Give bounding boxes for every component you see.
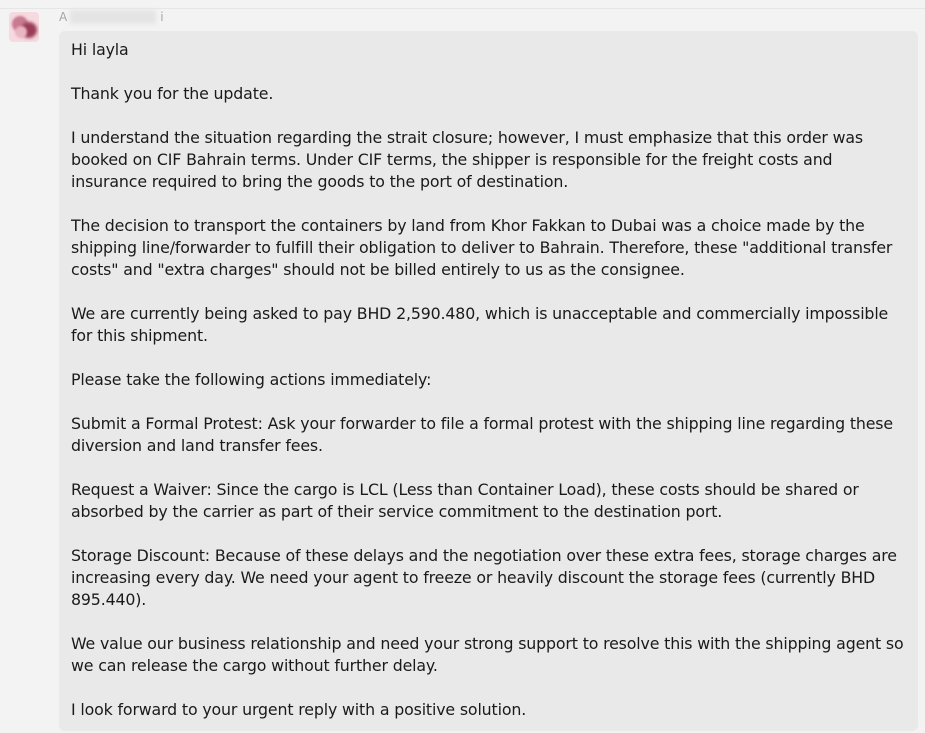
- sender-name-start: A: [59, 10, 68, 24]
- message-paragraph: We are currently being asked to pay BHD 2,590.480, which is unacceptable and commercially impossible for this shipment.: [71, 304, 889, 345]
- message-paragraph: I understand the situation regarding the strait closure; however, I must emphasize that this order was booked on CIF Bahrain terms. Under CIF terms, the shipper is responsible for the freight costs and insurance required to bring the goods to the port of destination.: [71, 128, 863, 191]
- sender-name: [59, 9, 164, 25]
- message-paragraph: Please take the following actions immediately:: [71, 370, 432, 389]
- message-bubble[interactable]: [59, 31, 918, 731]
- message-paragraph: Thank you for the update.: [71, 84, 274, 103]
- message-greeting: Hi layla: [71, 40, 129, 59]
- sender-name-redacted: [70, 10, 156, 24]
- sender-avatar[interactable]: [9, 12, 39, 42]
- sender-name-end: i: [160, 10, 164, 24]
- message-action-item: Storage Discount: Because of these delays and the negotiation over these extra fees, storage charges are increasing every day. We need your agent to freeze or heavily discount the storage fees (currently BHD 895.440).: [71, 546, 897, 609]
- message-paragraph: We value our business relationship and need your strong support to resolve this with the shipping agent so we can release the cargo without further delay.: [71, 634, 904, 675]
- message-closing: I look forward to your urgent reply with a positive solution.: [71, 700, 527, 719]
- message-paragraph: The decision to transport the containers by land from Khor Fakkan to Dubai was a choice made by the shipping line/forwarder to fulfill their obligation to deliver to Bahrain. Therefore, these "additional transfer costs" and "extra charges" should not be billed entirely to us as the consignee.: [71, 216, 893, 279]
- message-action-item: Submit a Formal Protest: Ask your forwarder to file a formal protest with the shipping line regarding these diversion and land transfer fees.: [71, 414, 893, 455]
- message-action-item: Request a Waiver: Since the cargo is LCL (Less than Container Load), these costs should be shared or absorbed by the carrier as part of their service commitment to the destination port.: [71, 480, 859, 521]
